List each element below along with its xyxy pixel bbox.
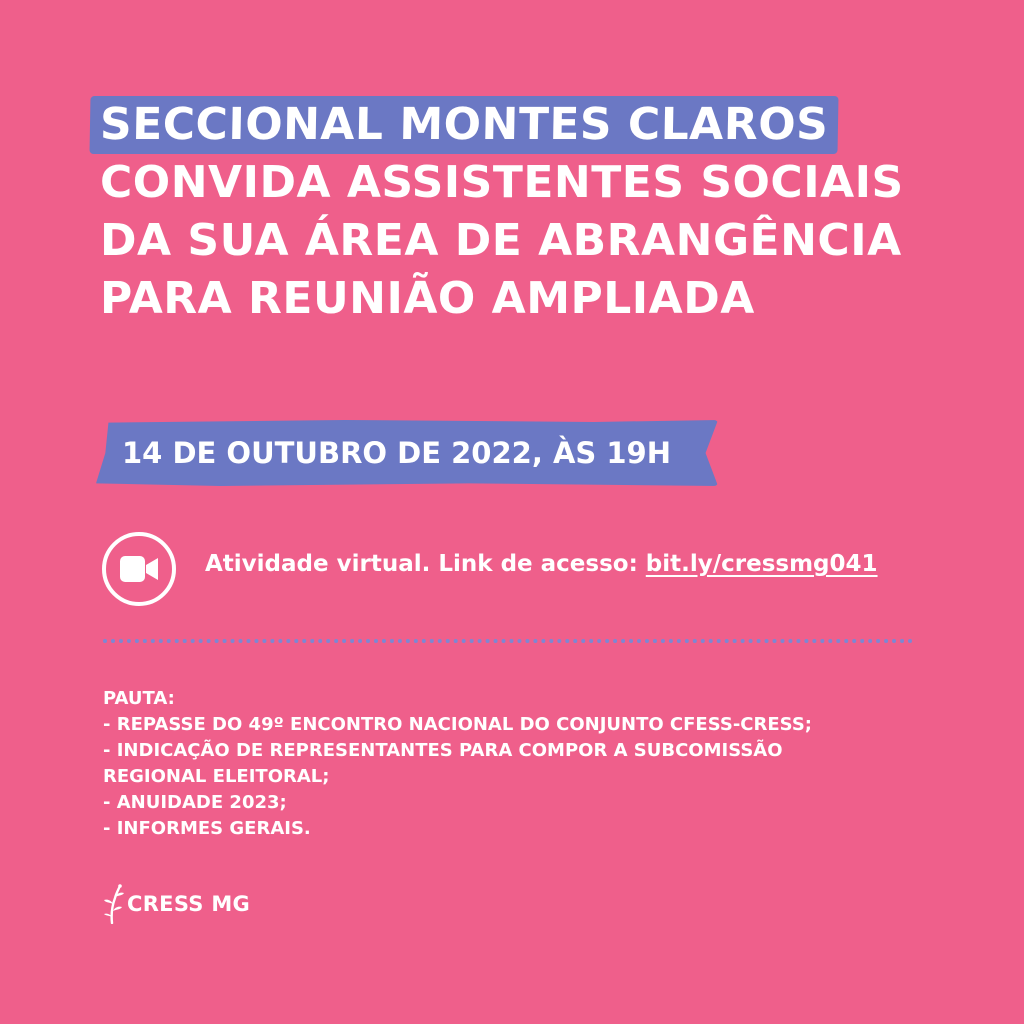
agenda-item: - REPASSE DO 49º ENCONTRO NACIONAL DO CONJUNTO CFESS-CRESS; xyxy=(103,714,812,735)
headline-line-3: DA SUA ÁREA DE ABRANGÊNCIA xyxy=(100,215,902,266)
video-camera-icon xyxy=(102,532,176,606)
headline-line-1 xyxy=(100,96,980,154)
headline-highlight: SECCIONAL MONTES CLAROS xyxy=(89,96,838,154)
plant-icon xyxy=(103,884,125,924)
agenda-item: - ANUIDADE 2023; xyxy=(103,792,287,813)
virtual-activity-text: Atividade virtual. Link de acesso: xyxy=(205,551,646,577)
access-link[interactable]: bit.ly/cressmg041 xyxy=(645,551,878,577)
agenda-item: REGIONAL ELEITORAL; xyxy=(103,766,330,787)
logo-text: CRESS MG xyxy=(127,892,251,916)
cress-mg-logo xyxy=(103,884,250,924)
agenda xyxy=(103,686,923,842)
agenda-item: - INFORMES GERAIS. xyxy=(103,818,311,839)
agenda-heading: PAUTA: xyxy=(103,688,175,709)
virtual-activity xyxy=(205,548,878,580)
event-date: 14 DE OUTUBRO DE 2022, ÀS 19H xyxy=(122,436,672,470)
headline-line-2: CONVIDA ASSISTENTES SOCIAIS xyxy=(100,157,904,208)
headline-line-4: PARA REUNIÃO AMPLIADA xyxy=(100,273,755,324)
dotted-divider xyxy=(103,639,913,643)
agenda-item: - INDICAÇÃO DE REPRESENTANTES PARA COMPOR A SUBCOMISSÃO xyxy=(103,740,783,761)
headline xyxy=(100,96,980,328)
